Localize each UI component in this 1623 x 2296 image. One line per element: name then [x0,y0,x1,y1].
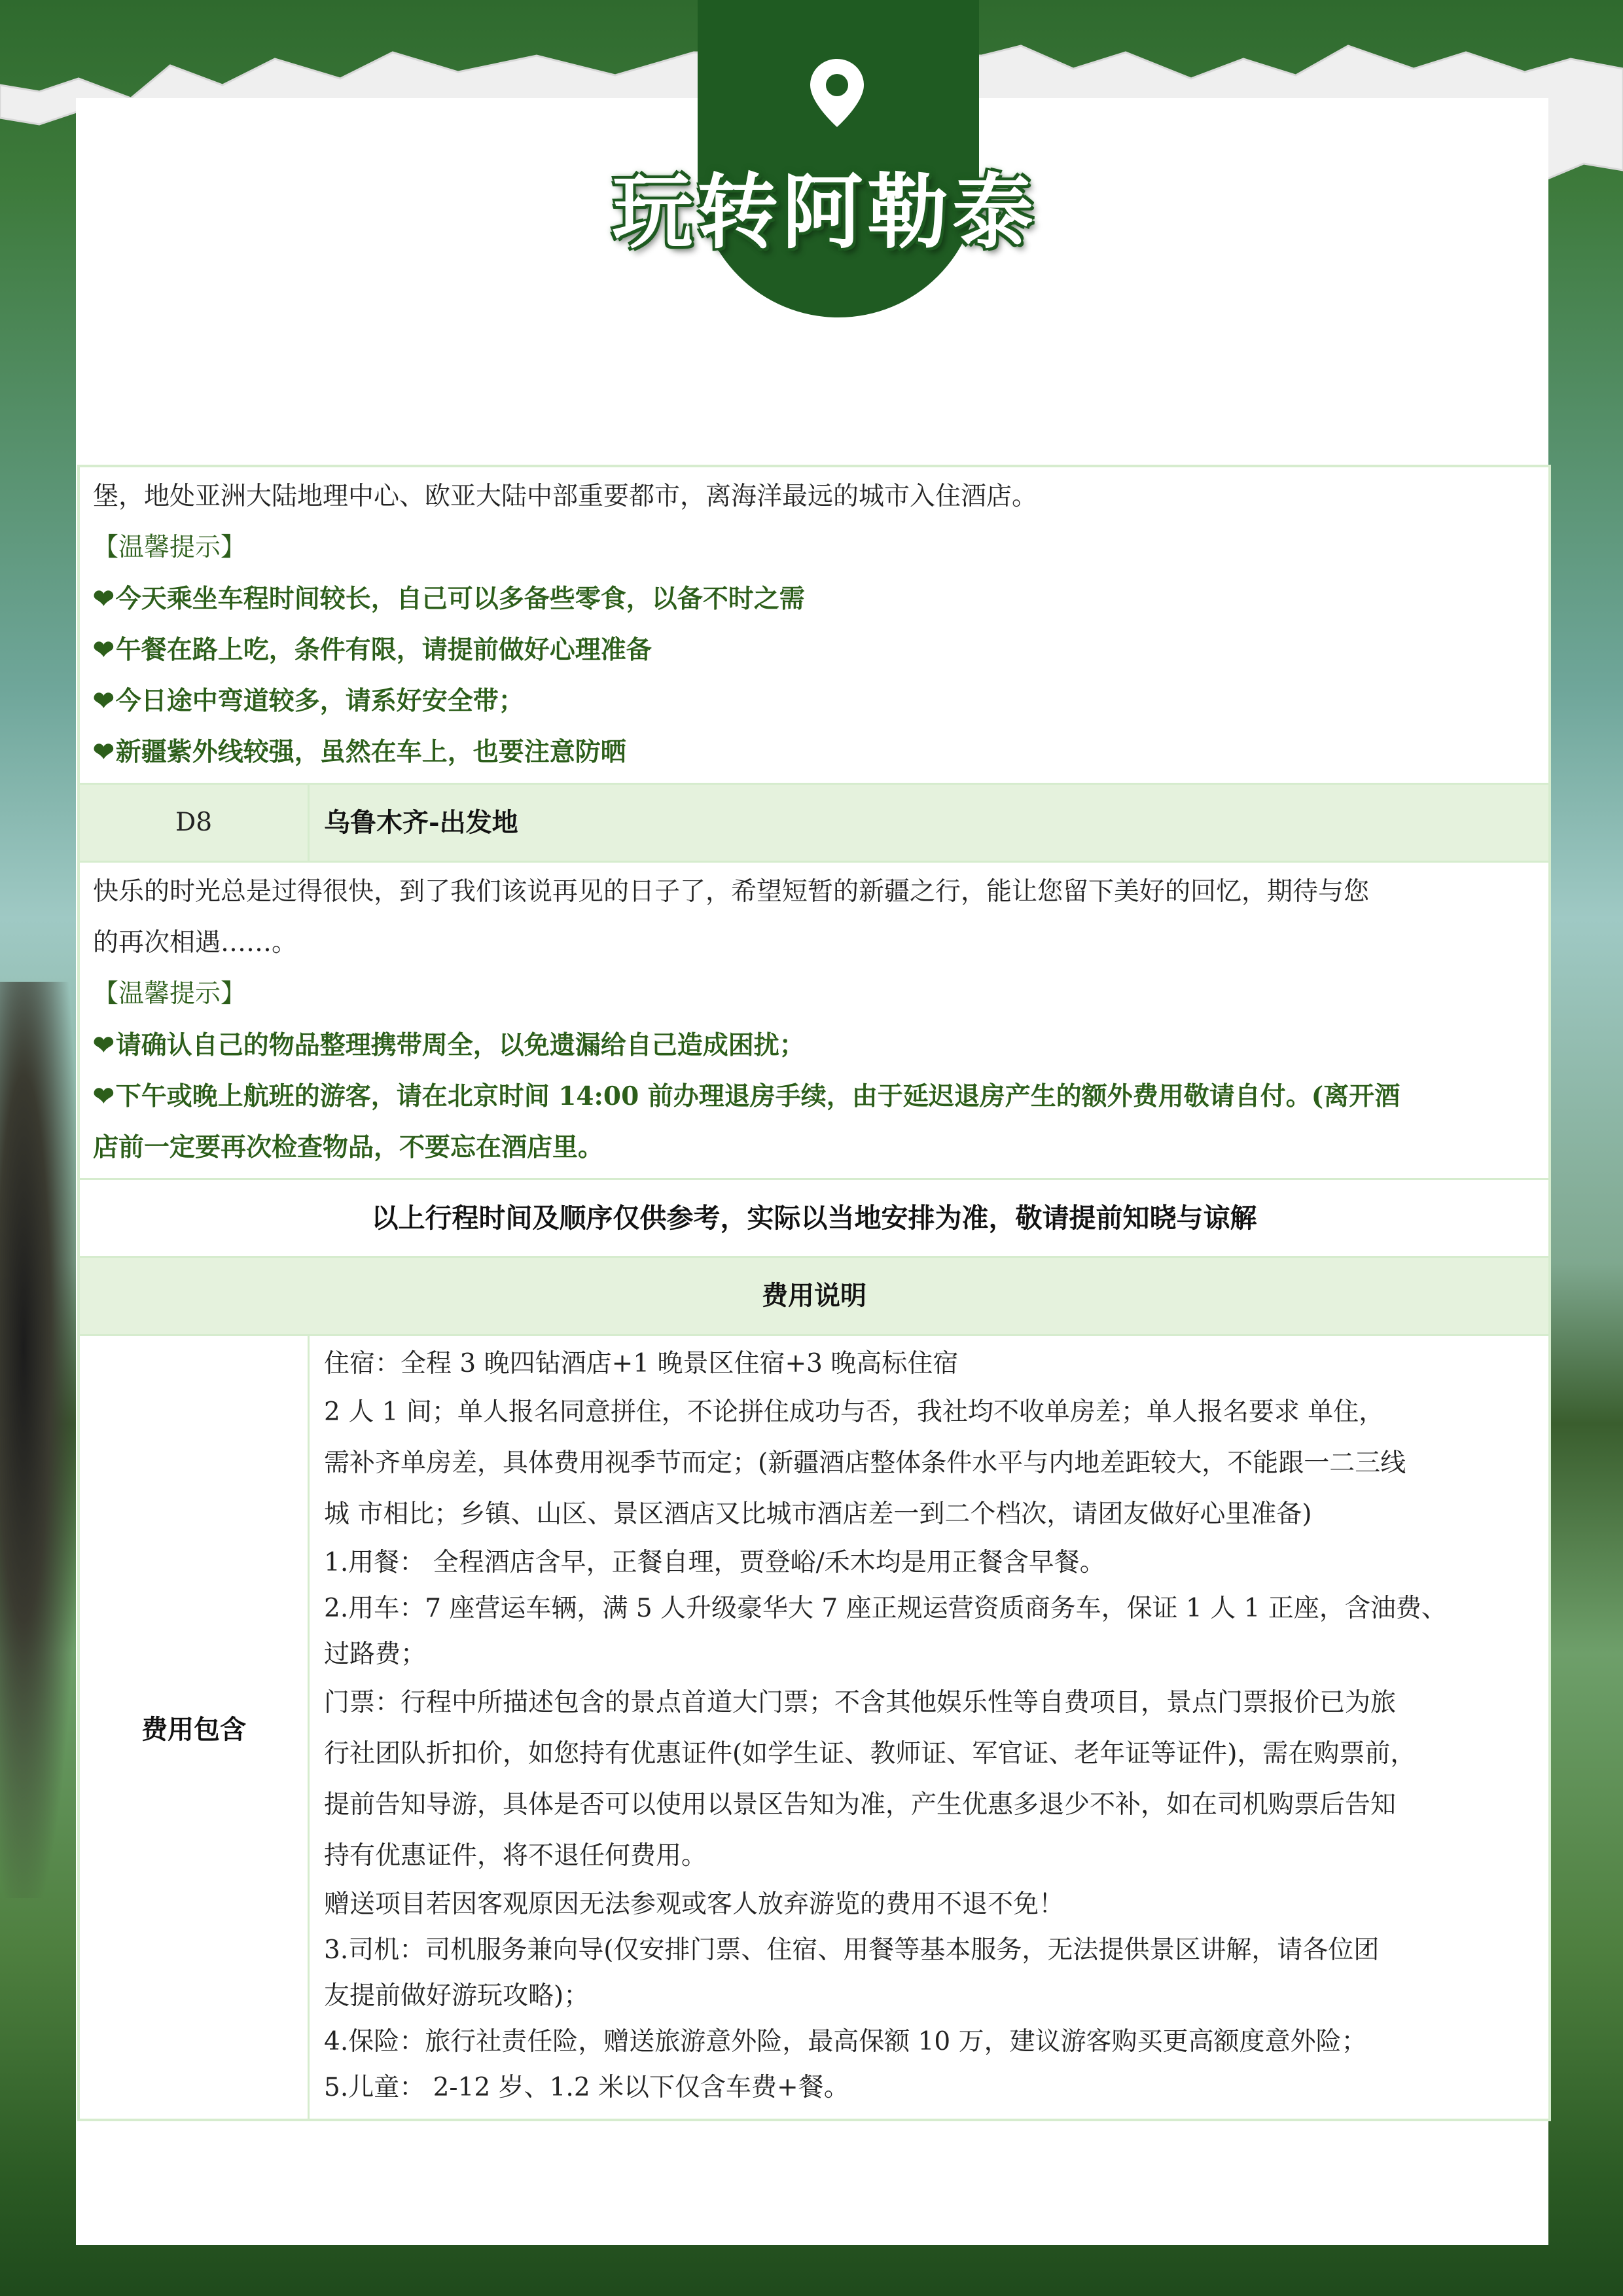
fee-line: 1.用餐： 全程酒店含早，正餐自理，贾登峪/禾木均是用正餐含早餐。 [324,1548,1105,1577]
day7-block [80,467,1548,785]
day-code: D8 [80,785,310,861]
day7-text: 堡，地处亚洲大陆地理中心、欧亚大陆中部重要都市，离海洋最远的城市入住酒店。 [93,482,1038,511]
fee-line: 3.司机：司机服务兼向导(仅安排门票、住宿、用餐等基本服务，无法提供景区讲解，请各位团 [324,1935,1380,1965]
tip-item [93,573,1535,624]
page-title: 玩转阿勒泰 [611,166,1037,260]
tip-text: 午餐在路上吃，条件有限，请提前做好心理准备 [115,635,652,665]
tip-text: 下午或晚上航班的游客，请在北京时间 14:00 前办理退房手续，由于延迟退房产生的额外费用敬请自付。(离开酒 [115,1081,1400,1111]
fee-line: 门票：行程中所描述包含的景点首道大门票；不含其他娱乐性等自费项目，景点门票报价已为旅 [324,1688,1397,1717]
fee-line: 城 市相比；乡镇、山区、景区酒店又比城市酒店差一到二个档次，请团友做好心里准备) [324,1499,1312,1529]
heart-icon: ❤ [93,1030,115,1060]
fee-line: 2.用车：7 座营运车辆，满 5 人升级豪华大 7 座正规运营资质商务车，保证 1 人 1 正座，含油费、 [324,1594,1447,1623]
fee-line: 2 人 1 间；单人报名同意拼住，不论拼住成功与否，我社均不收单房差；单人报名要求 单住， [324,1397,1385,1427]
fee-line: 住宿：全程 3 晚四钻酒店+1 晚景区住宿+3 晚高标住宿 [324,1349,959,1378]
fee-line: 需补齐单房差，具体费用视季节而定；(新疆酒店整体条件水平与内地差距较大，不能跟一二三线 [324,1448,1406,1478]
fees-row [80,1336,1548,2119]
fees-label: 费用包含 [80,1336,310,2119]
tip-text: 今日途中弯道较多，请系好安全带； [115,686,524,716]
itinerary-notice: 以上行程时间及顺序仅供参考，实际以当地安排为准，敬请提前知晓与谅解 [80,1180,1548,1258]
fee-line: 提前告知导游，具体是否可以使用以景区告知为准，产生优惠多退少不补，如在司机购票后告知 [324,1790,1397,1820]
fee-line: 4.保险：旅行社责任险，赠送旅游意外险，最高保额 10 万，建议游客购买更高额度意外险； [324,2027,1367,2056]
tips-heading: 【温馨提示】 [93,533,247,562]
tips-heading: 【温馨提示】 [93,979,247,1009]
fees-body [310,1336,1548,2119]
fee-line: 友提前做好游玩攻略)； [324,1981,590,2011]
day8-block [80,863,1548,1180]
tip-text: 请确认自己的物品整理携带周全，以免遗漏给自己造成困扰； [115,1030,805,1060]
heart-icon: ❤ [93,635,115,665]
heart-icon: ❤ [93,584,115,614]
tip-text: 今天乘坐车程时间较长，自己可以多备些零食，以备不时之需 [115,584,805,614]
heart-icon: ❤ [93,1081,115,1111]
background-shadow [0,982,79,1898]
itinerary-table [77,465,1551,2121]
tip-item [93,1020,1535,1071]
tip-item-continued: 店前一定要再次检查物品，不要忘在酒店里。 [93,1132,604,1162]
day8-text: 的再次相遇……。 [93,928,298,958]
day8-header-row [80,785,1548,863]
heart-icon: ❤ [93,686,115,716]
day-title: 乌鲁木齐-出发地 [324,807,518,838]
tip-item [93,624,1535,675]
tip-item [93,1071,1535,1122]
tip-item [93,675,1535,726]
day8-text: 快乐的时光总是过得很快，到了我们该说再见的日子了，希望短暂的新疆之行，能让您留下美好的回忆，期待与您 [93,877,1370,906]
fee-line: 赠送项目若因客观原因无法参观或客人放弃游览的费用不退不免！ [324,1890,1065,1919]
fee-line: 5.儿童： 2-12 岁、1.2 米以下仅含车费+餐。 [324,2073,849,2102]
location-pin-icon [806,56,868,130]
tip-text: 新疆紫外线较强，虽然在车上，也要注意防晒 [115,737,626,767]
fee-line: 过路费； [324,1640,427,1669]
heart-icon: ❤ [93,737,115,767]
fee-line: 持有优惠证件，将不退任何费用。 [324,1841,707,1871]
tip-item [93,726,1535,778]
fee-line: 行社团队折扣价，如您持有优惠证件(如学生证、教师证、军官证、老年证等证件)，需在购票前， [324,1739,1416,1768]
fees-heading: 费用说明 [80,1258,1548,1336]
